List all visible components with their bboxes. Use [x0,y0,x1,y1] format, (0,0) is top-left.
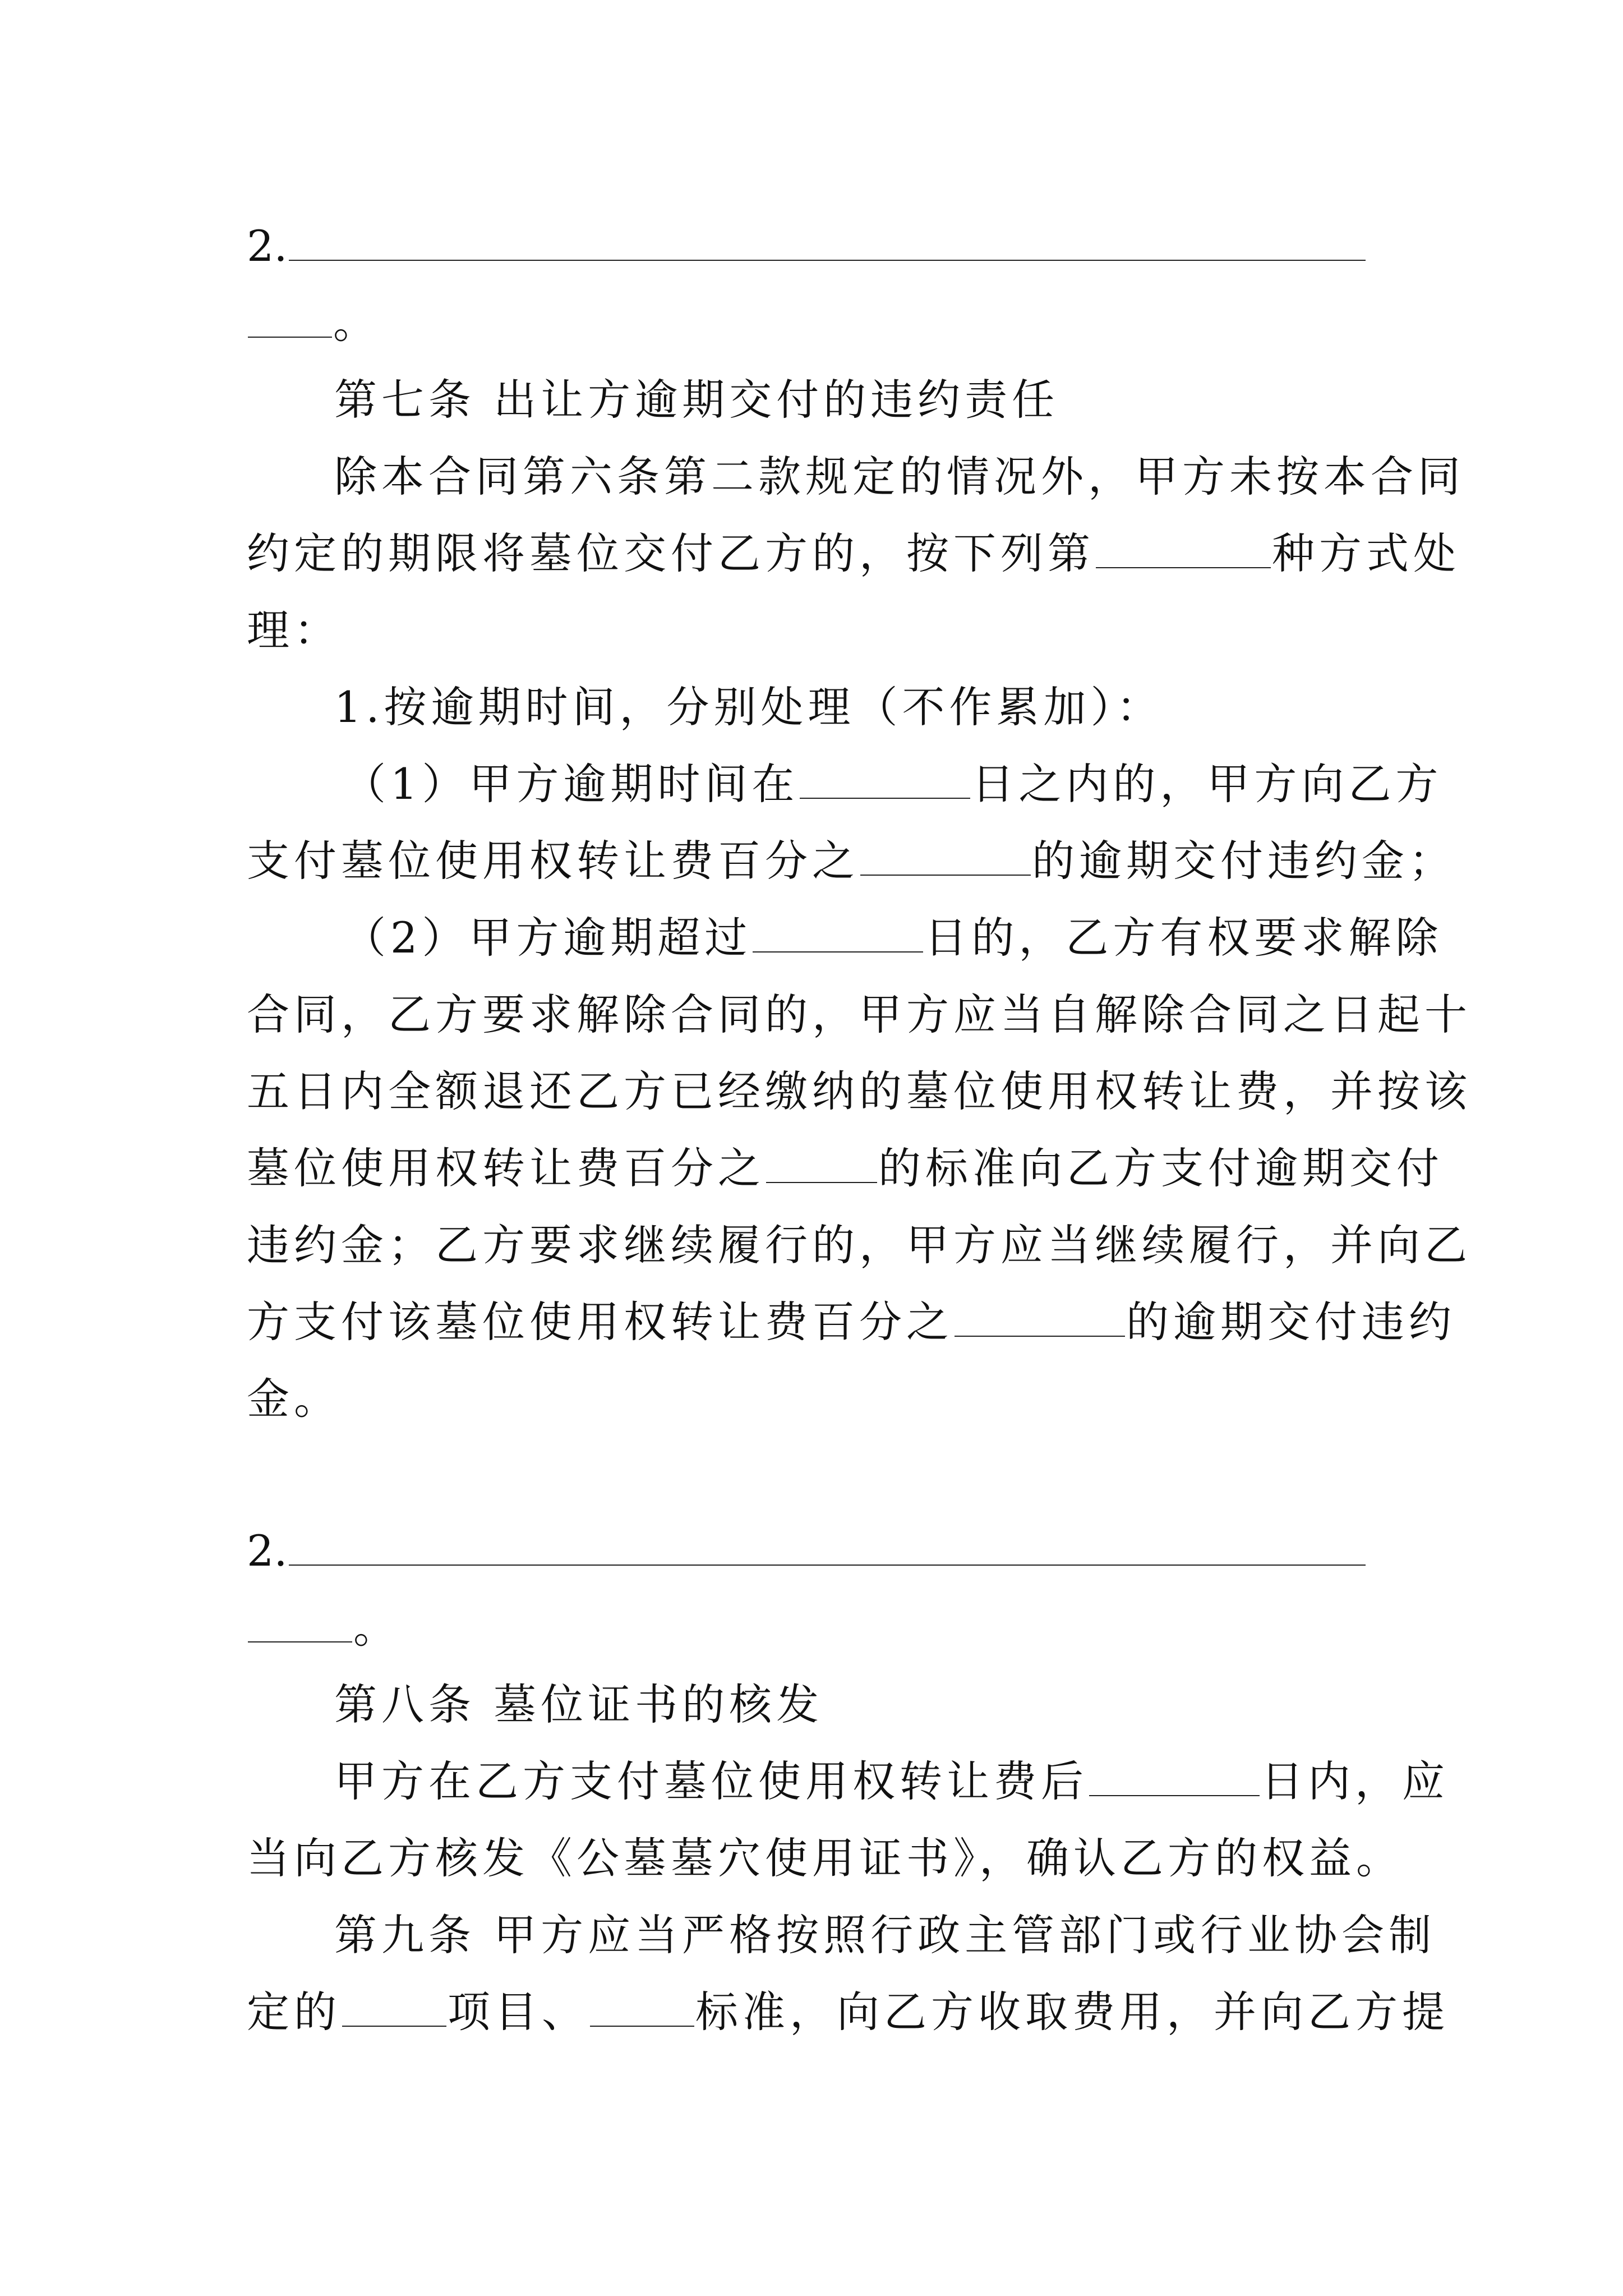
fill-blank [289,226,1366,261]
fill-blank [1089,1761,1260,1796]
section-a-item-2 [247,208,1391,284]
document-body [247,208,1472,2050]
item-number: 2. [247,221,288,271]
text-segment: 方支付该墓位使用权转让费百分之 [247,1297,953,1347]
fill-blank [248,1608,352,1642]
article-9-line [247,1973,1449,2050]
article-7-sub-2-line: 违约金；乙方要求继续履行的，甲方应当继续履行，并向乙 [247,1220,1472,1270]
text-segment: 的逾期交付违约金； [1032,836,1456,886]
fill-blank [289,1531,1366,1566]
fill-blank [342,1992,446,2027]
article-7-sub-1-line [247,746,1443,822]
article-7-sub-2-line [247,1130,1444,1207]
period-mark: 。 [353,1603,400,1653]
article-8-para-line [247,1743,1449,1820]
article-7-sub-1-line [247,822,1456,899]
fill-blank [800,764,970,799]
text-segment: 标准，向乙方收取费用，并向乙方提 [695,1987,1449,2037]
fill-blank [753,918,923,953]
article-7-sub-2-line [247,1283,1456,1360]
article-7-para-line: 除本合同第六条第二款规定的情况外，甲方未按本合同 [334,452,1465,501]
article-7-sub-2-line: 五日内全额退还乙方已经缴纳的墓位使用权转让费，并按该 [247,1066,1472,1116]
text-segment: 种方式处 [1272,528,1460,578]
text-segment: 墓位使用权转让费百分之 [247,1143,765,1193]
article-8-title: 第八条 墓位证书的核发 [334,1680,824,1729]
article-7-sub-2-line: 金。 [247,1374,341,1424]
section-a-item-2-end [247,284,1391,361]
article-7-sub-2-line: 合同，乙方要求解除合同的，甲方应当自解除合同之日起十 [247,990,1472,1039]
text-segment: （2）甲方逾期超过 [343,913,752,963]
text-segment: 日内，应 [1261,1756,1449,1806]
fill-blank [590,1992,694,2027]
text-segment: （1）甲方逾期时间在 [343,759,799,809]
text-segment: 的逾期交付违约 [1126,1297,1456,1347]
article-8-para-line: 当向乙方核发《公墓墓穴使用证书》，确认乙方的权益。 [247,1833,1403,1883]
fill-blank [766,1148,877,1183]
item-number: 2. [247,1526,288,1576]
text-segment: 日的，乙方有权要求解除 [924,913,1443,963]
article-7-item-2 [247,1512,1391,1589]
fill-blank [1096,533,1271,568]
text-segment: 的标准向乙方支付逾期交付 [878,1143,1444,1193]
article-7-item-1: 1.按逾期时间，分别处理（不作累加）： [334,682,1164,732]
fill-blank [860,841,1031,876]
period-mark: 。 [333,298,380,348]
text-segment: 定的 [247,1987,341,2037]
article-7-para-line: 理： [247,605,341,655]
spacer [247,1437,1391,1512]
fill-blank [248,303,332,338]
text-segment: 甲方在乙方支付墓位使用权转让费后 [334,1756,1088,1806]
text-segment: 约定的期限将墓位交付乙方的，按下列第 [247,528,1095,578]
fill-blank [955,1302,1125,1337]
article-7-title: 第七条 出让方逾期交付的违约责任 [334,375,1059,425]
text-segment: 日之内的，甲方向乙方 [971,759,1443,809]
text-segment: 项目、 [448,1987,589,2037]
article-7-item-2-end [247,1589,1391,1666]
text-segment: 支付墓位使用权转让费百分之 [247,836,859,886]
article-9-line: 第九条 甲方应当严格按照行政主管部门或行业协会制 [334,1910,1436,1960]
article-7-para-line [247,515,1460,592]
article-7-sub-2-line [247,899,1443,976]
